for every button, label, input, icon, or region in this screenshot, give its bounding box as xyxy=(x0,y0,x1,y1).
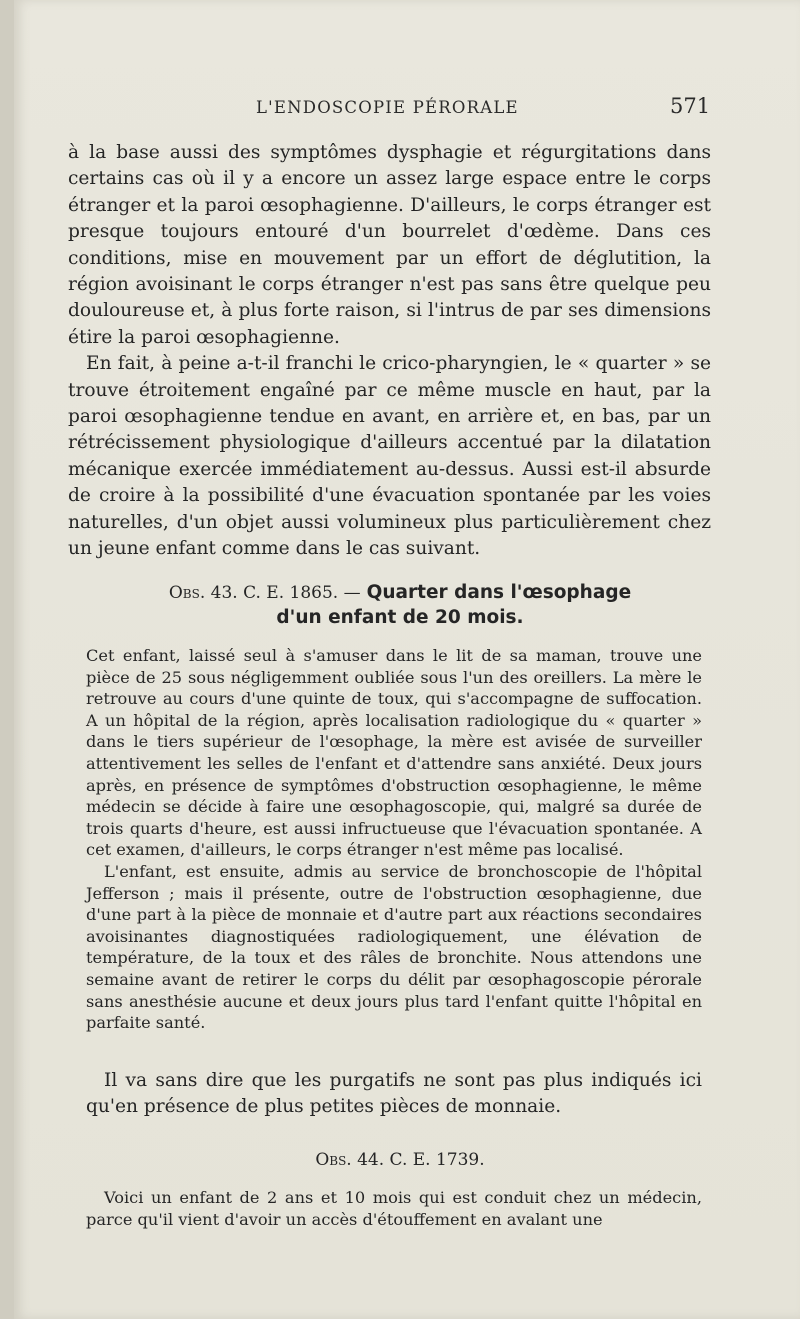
observation-title: Quarter dans l'œsophage xyxy=(366,582,632,603)
paragraph: En fait, à peine a-t-il franchi le crico-pharyngien, le « quarter » se trouve étroitement engaîné par ce même muscle en haut, par la paroi œsophagienne tendue en avant, en arrière et, en bas, par un rétrécissement physiologique d'ailleurs accentué par la dilatation mécanique exercée immédiatement au-dessus. Aussi est-il absurde de croire à la possibilité d'une évacuation spontanée par les voies naturelles, d'un objet aussi volumineux plus particulièrement chez un jeune enfant comme dans le cas suivant. xyxy=(68,353,711,560)
running-title: L'ENDOSCOPIE PÉRORALE xyxy=(256,98,519,117)
paragraph: Voici un enfant de 2 ans et 10 mois qui est conduit chez un médecin, parce qu'il vient d'avoir un accès d'étouffement en avalant une xyxy=(86,1188,702,1229)
paragraph: Cet enfant, laissé seul à s'amuser dans le lit de sa maman, trouve une pièce de 25 sous négligemment oubliée sous l'un des oreillers. La mère le retrouve au cours d'une quinte de toux, qui s'accompagne de suffocation. A un hôpital de la région, après localisation radiologique du « quarter » dans le tiers supérieur de l'œsophage, la mère est avisée de surveiller attentivement les selles de l'enfant et d'attendre sans anxiété. Deux jours après, en présence de symptômes d'obstruction œsophagienne, le même médecin se décide à faire une œsophagoscopie, qui, malgré sa durée de trois quarts d'heure, est aussi infructueuse que l'évacuation spontanée. A cet examen, d'ailleurs, le corps étranger n'est même pas localisé. xyxy=(86,646,702,860)
observation-label: Obs. 44. C. E. 1739. xyxy=(315,1150,485,1170)
paragraph: L'enfant, est ensuite, admis au service de bronchoscopie de l'hôpital Jefferson ; mais il présente, outre de l'obstruction œsophagienne, due d'une part à la pièce de monnaie et d'autre part aux réactions secondaires avoisinantes diagnostiquées radiologiquement, une élévation de température, de la toux et des râles de bronchite. Nous attendons une semaine avant de retirer le corps du délit par œsophagoscopie pérorale sans anesthésie aucune et deux jours plus tard l'enfant quitte l'hôpital en parfaite santé. xyxy=(86,861,702,1033)
main-text-block xyxy=(86,1068,702,1121)
paragraph: Il va sans dire que les purgatifs ne sont pas plus indiqués ici qu'en présence de plus petites pièces de monnaie. xyxy=(86,1070,702,1118)
observation-43-text xyxy=(86,645,702,1034)
observation-43-heading xyxy=(0,580,800,630)
observation-44-text xyxy=(86,1187,702,1230)
main-text-block xyxy=(68,140,711,563)
observation-44-heading xyxy=(0,1150,800,1170)
observation-title: d'un enfant de 20 mois. xyxy=(276,607,524,628)
page-number: 571 xyxy=(670,94,711,118)
observation-label: Obs. 43. C. E. 1865. — xyxy=(168,583,361,603)
paragraph: à la base aussi des symptômes dysphagie et régurgitations dans certains cas où il y a encore un assez large espace entre le corps étranger et la paroi œsophagienne. D'ailleurs, le corps étranger est presque toujours entouré d'un bourrelet d'œdème. Dans ces conditions, mise en mouvement par un effort de déglutition, la région avoisinant le corps étranger n'est pas sans être quelque peu douloureuse et, à plus forte raison, si l'intrus de par ses dimensions étire la paroi œsophagienne. xyxy=(68,142,711,348)
